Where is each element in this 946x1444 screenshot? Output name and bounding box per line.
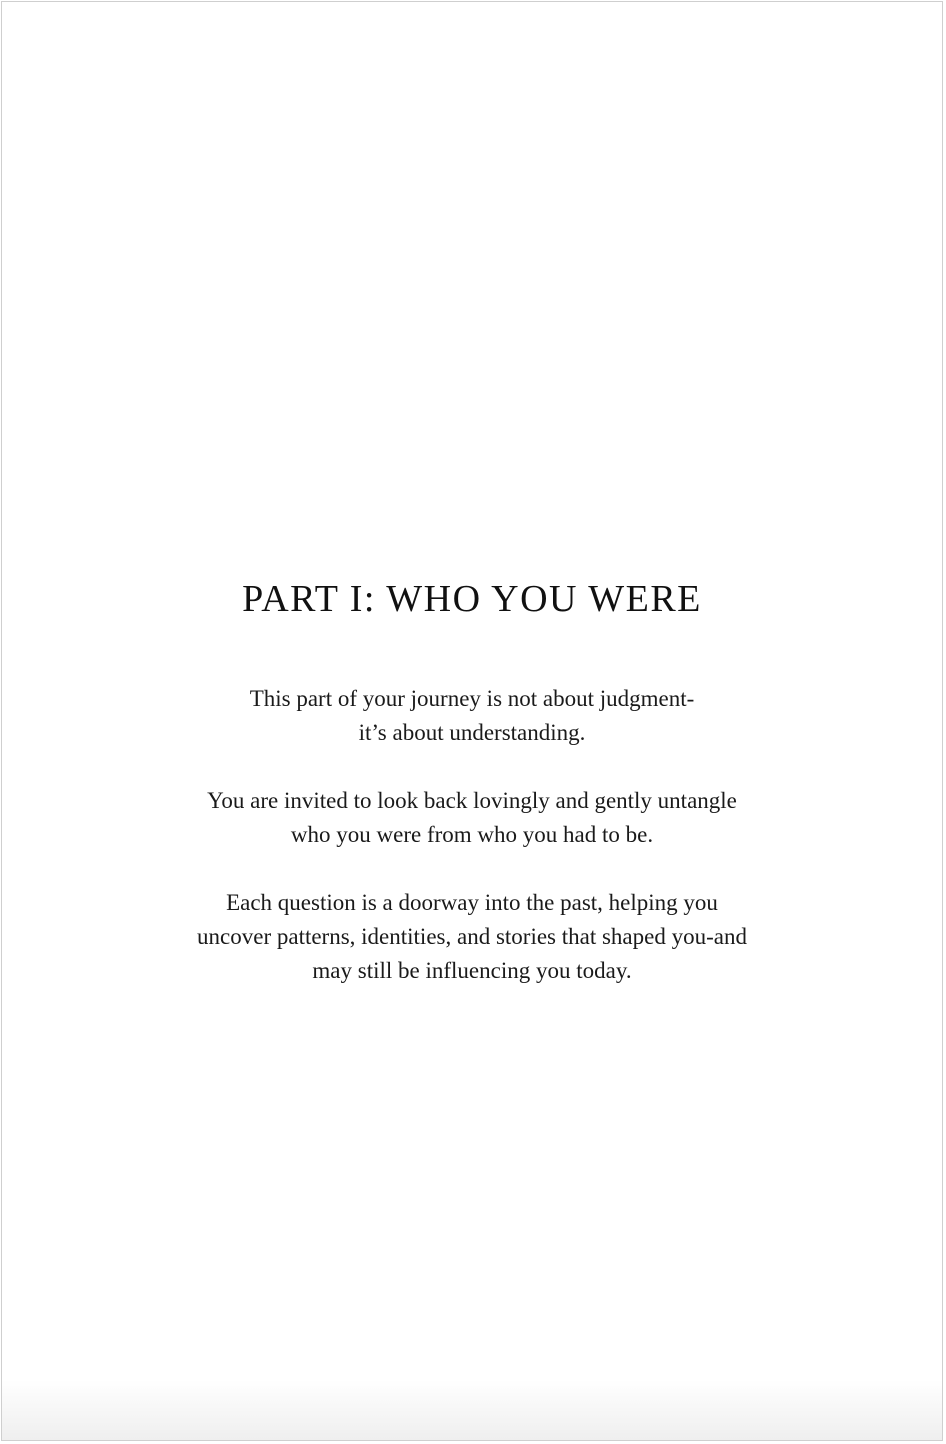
paragraph-line: may still be influencing you today. (312, 958, 632, 983)
paragraph-line: who you were from who you had to be. (290, 822, 654, 847)
document-page (1, 1, 943, 1441)
paragraph-3 (2, 886, 942, 988)
paragraph-line: Each question is a doorway into the past, helping you (226, 890, 718, 915)
paragraph-line: uncover patterns, identities, and stories that shaped you-and (197, 924, 747, 949)
paragraph-2 (2, 784, 942, 852)
intro-text (2, 682, 942, 1022)
paragraph-line: This part of your journey is not about judgment- (249, 686, 695, 711)
paragraph-1 (2, 682, 942, 750)
paragraph-line: You are invited to look back lovingly and gently untangle (207, 788, 737, 813)
paragraph-line: it’s about understanding. (358, 720, 586, 745)
section-title: PART I: WHO YOU WERE (242, 578, 702, 620)
